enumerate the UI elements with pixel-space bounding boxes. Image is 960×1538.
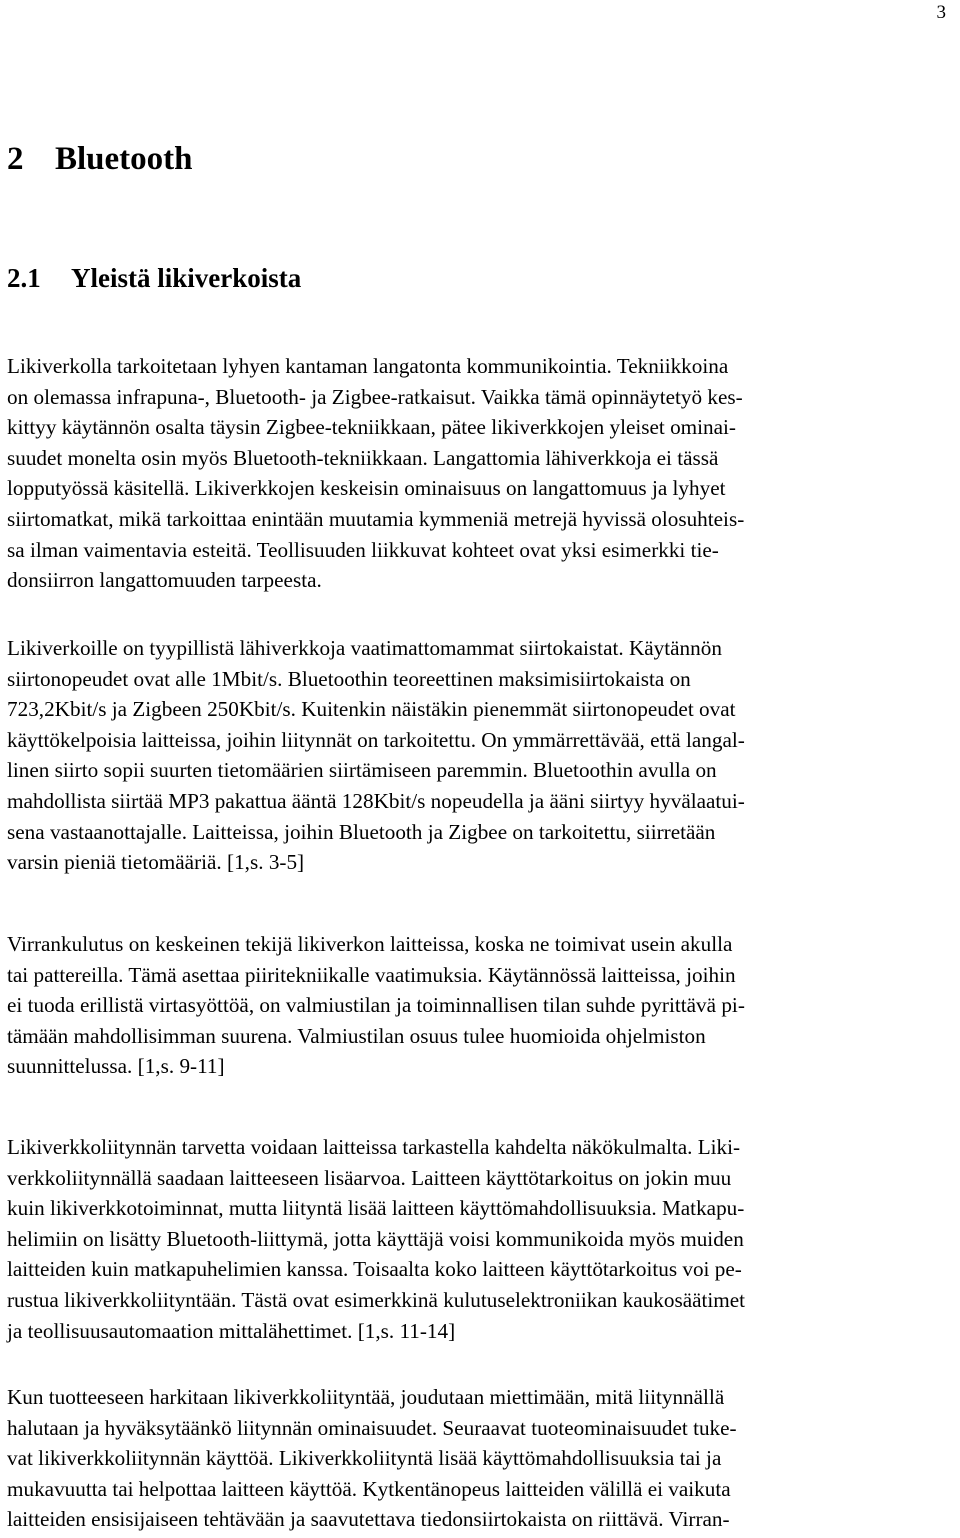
text-line: varsin pieniä tietomääriä. [1,s. 3-5] — [7, 850, 305, 875]
text-line: siirtomatkat, mikä tarkoittaa enintään muutamia kymmeniä metrejä hyvissä olosuhteis- — [7, 506, 745, 531]
text-line: rustua likiverkkoliityntään. Tästä ovat esimerkkinä kulutuselektroniikan kaukosäätimet — [7, 1287, 746, 1312]
text-line: Kun tuotteeseen harkitaan likiverkkoliityntää, joudutaan miettimään, mitä liitynnällä — [7, 1385, 725, 1409]
paragraph-4 — [7, 1132, 947, 1346]
chapter-title: Bluetooth — [55, 141, 193, 177]
section-title: Yleistä likiverkoista — [71, 263, 302, 293]
text-line: laitteiden kuin matkapuhelimien kanssa. Toisaalta koko laitteen käyttötarkoitus voi pe- — [7, 1257, 742, 1282]
text-line: helimiin on lisätty Bluetooth-liittymä, jotta käyttäjä voisi kommunikoida myös muiden — [7, 1226, 744, 1251]
paragraph-2 — [7, 633, 947, 878]
text-line: mahdollista siirtää MP3 pakattua ääntä 128Kbit/s nopeudella ja ääni siirtyy hyvälaatui- — [7, 788, 745, 813]
text-line: Likiverkolla tarkoitetaan lyhyen kantaman langatonta kommunikointia. Tekniikkoina — [7, 354, 729, 378]
section-number: 2.1 — [7, 263, 41, 293]
section-heading — [7, 261, 301, 295]
text-line: Likiverkkoliitynnän tarvetta voidaan laitteissa tarkastella kahdelta näkökulmalta. Liki- — [7, 1135, 741, 1159]
page-number: 3 — [936, 2, 946, 23]
text-line: verkkoliitynnällä saadaan laitteeseen lisäarvoa. Laitteen käyttötarkoitus on jokin muu — [7, 1165, 732, 1190]
text-line: halutaan ja hyväksytäänkö liitynnän ominaisuudet. Seuraavat tuoteominaisuudet tuke- — [7, 1415, 737, 1440]
text-line: tämään mahdollisimman suurena. Valmiustilan osuus tulee huomioida ohjelmiston — [7, 1023, 706, 1048]
text-line: suunnittelussa. [1,s. 9-11] — [7, 1054, 225, 1079]
chapter-heading — [7, 139, 193, 179]
text-line: lopputyössä käsitellä. Likiverkkojen keskeisin ominaisuus on langattomuus ja lyhyet — [7, 476, 726, 501]
text-line: vat likiverkkoliitynnän käyttöä. Likiverkkoliityntä lisää käyttömahdollisuuksia tai ja — [7, 1446, 722, 1471]
text-line: Likiverkoille on tyypillistä lähiverkkoja vaatimattomammat siirtokaistat. Käytännön — [7, 636, 722, 660]
text-line: käyttökelpoisia laitteissa, joihin liitynnät on tarkoitettu. On ymmärrettävää, että langal- — [7, 727, 745, 752]
text-line: on olemassa infrapuna-, Bluetooth- ja Zigbee-ratkaisut. Vaikka tämä opinnäytetyö kes- — [7, 384, 743, 409]
paragraph-3 — [7, 929, 947, 1082]
paragraph-5 — [7, 1382, 947, 1535]
text-line: ja teollisuusautomaation mittalähettimet. [1,s. 11-14] — [7, 1318, 456, 1343]
text-line: Virrankulutus on keskeinen tekijä likiverkon laitteissa, koska ne toimivat usein akulla — [7, 932, 733, 956]
text-line: suudet monelta osin myös Bluetooth-tekniikkaan. Langattomia lähiverkkoja ei tässä — [7, 445, 719, 470]
text-line: donsiirron langattomuuden tarpeesta. — [7, 568, 322, 593]
text-line: laitteiden ensisijaiseen tehtävään ja saavutettava tiedonsiirtokaista on riittävä. Virran- — [7, 1507, 730, 1532]
text-line: sena vastaanottajalle. Laitteissa, joihin Bluetooth ja Zigbee on tarkoitettu, siirretään — [7, 819, 716, 844]
text-line: linen siirto sopii suurten tietomäärien siirtämiseen paremmin. Bluetoothin avulla on — [7, 758, 717, 783]
paragraph-1 — [7, 351, 947, 596]
text-line: kittyy käytännön osalta täysin Zigbee-tekniikkaan, pätee likiverkkojen yleiset ominai- — [7, 415, 736, 440]
chapter-number: 2 — [7, 141, 24, 177]
text-line: siirtonopeudet ovat alle 1Mbit/s. Bluetoothin teoreettinen maksimisiirtokaista on — [7, 666, 691, 691]
text-line: kuin likiverkkotoiminnat, mutta liityntä lisää laitteen käyttömahdollisuuksia. Matkapu- — [7, 1196, 745, 1221]
text-line: mukavuutta tai helpottaa laitteen käyttöä. Kytkentänopeus laitteiden välillä ei vaikuta — [7, 1476, 731, 1501]
text-line: 723,2Kbit/s ja Zigbeen 250Kbit/s. Kuitenkin näistäkin pienemmät siirtonopeudet ovat — [7, 697, 736, 722]
text-line: ei tuoda erillistä virtasyöttöä, on valmiustilan ja toiminnallisen tilan suhde pyrittävä pi- — [7, 993, 745, 1018]
text-line: tai pattereilla. Tämä asettaa piiritekniikalle vaatimuksia. Käytännössä laitteissa, joihin — [7, 962, 736, 987]
text-line: sa ilman vaimentavia esteitä. Teollisuuden liikkuvat kohteet ovat yksi esimerkki tie- — [7, 537, 719, 562]
